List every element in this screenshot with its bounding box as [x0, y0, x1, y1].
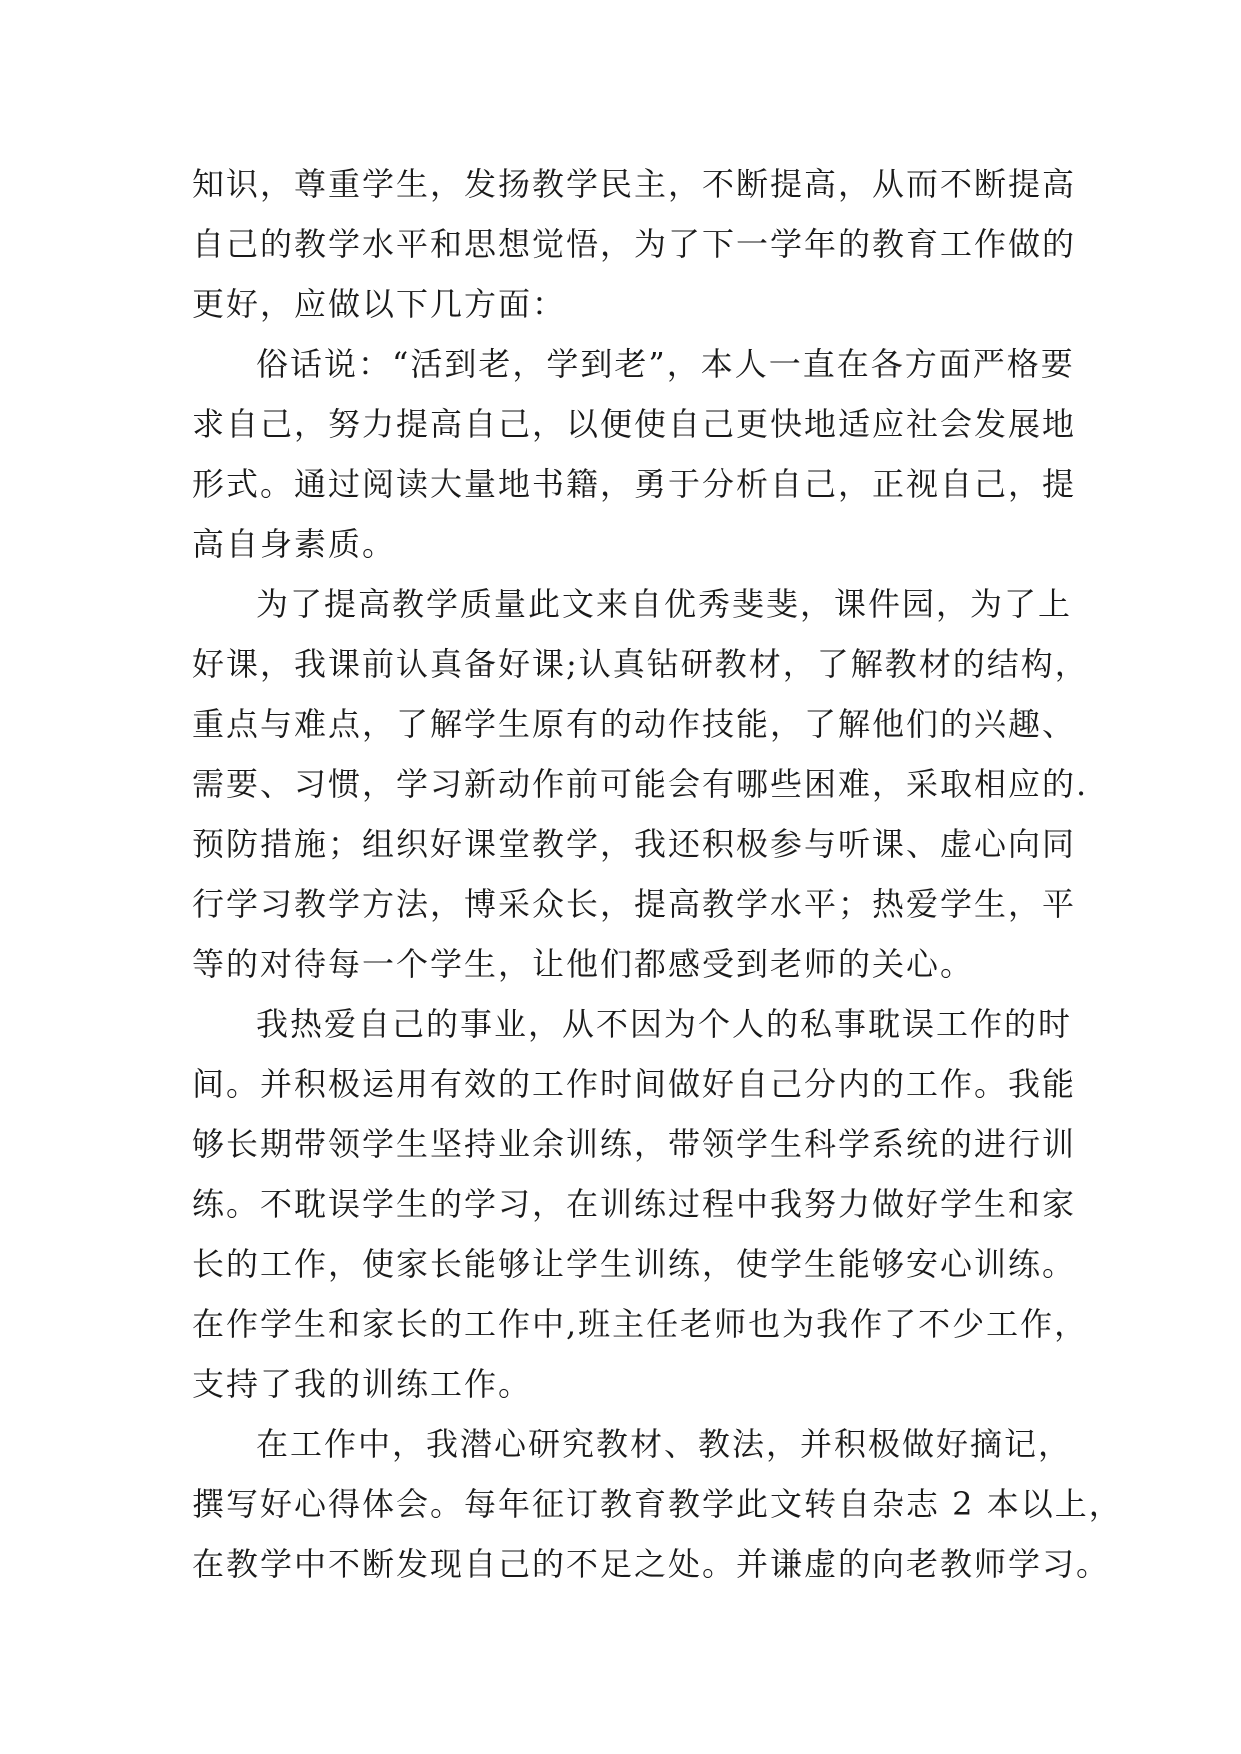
text-line: 等的对待每一个学生，让他们都感受到老师的关心。	[192, 945, 975, 983]
text-line: 好课，我课前认真备好课;认真钻研教材，了解教材的结构，	[192, 645, 1089, 683]
text-line: 需要、习惯，学习新动作前可能会有哪些困难，采取相应的.	[192, 765, 1089, 803]
document-body	[192, 158, 1123, 1590]
text-line: 预防措施；组织好课堂教学，我还积极参与听课、虚心向同	[192, 825, 1077, 863]
text-line: 重点与难点，了解学生原有的动作技能，了解他们的兴趣、	[192, 705, 1077, 743]
text-line: 行学习教学方法，博采众长，提高教学水平；热爱学生，平	[192, 885, 1077, 923]
paragraph-start-line: 为了提高教学质量此文来自优秀斐斐，课件园，为了上	[256, 585, 1073, 623]
text-line: 支持了我的训练工作。	[192, 1365, 533, 1403]
text-line: 更好，应做以下几方面：	[192, 285, 567, 323]
text-line: 在作学生和家长的工作中,班主任老师也为我作了不少工作，	[192, 1305, 1089, 1343]
text-line: 求自己，努力提高自己，以便使自己更快地适应社会发展地	[192, 405, 1077, 443]
text-line: 间。并积极运用有效的工作时间做好自己分内的工作。我能	[192, 1065, 1077, 1103]
text-line: 知识，尊重学生，发扬教学民主，不断提高，从而不断提高	[192, 165, 1077, 203]
paragraph-start-line: 俗话说：“活到老，学到老”，本人一直在各方面严格要	[256, 345, 1075, 383]
text-line: 练。不耽误学生的学习，在训练过程中我努力做好学生和家	[192, 1185, 1077, 1223]
text-line: 自己的教学水平和思想觉悟，为了下一学年的教育工作做的	[192, 225, 1077, 263]
text-line: 长的工作，使家长能够让学生训练，使学生能够安心训练。	[192, 1245, 1077, 1283]
paragraph-start-line: 在工作中，我潜心研究教材、教法，并积极做好摘记，	[256, 1425, 1073, 1463]
text-line: 高自身素质。	[192, 525, 397, 563]
text-line: 形式。通过阅读大量地书籍，勇于分析自己，正视自己，提	[192, 465, 1077, 503]
paragraph-start-line: 我热爱自己的事业，从不因为个人的私事耽误工作的时	[256, 1005, 1073, 1043]
text-line: 在教学中不断发现自己的不足之处。并谦虚的向老教师学习。	[192, 1545, 1111, 1583]
text-line: 够长期带领学生坚持业余训练，带领学生科学系统的进行训	[192, 1125, 1077, 1163]
text-line: 撰写好心得体会。每年征订教育教学此文转自杂志 2 本以上，	[192, 1485, 1123, 1523]
